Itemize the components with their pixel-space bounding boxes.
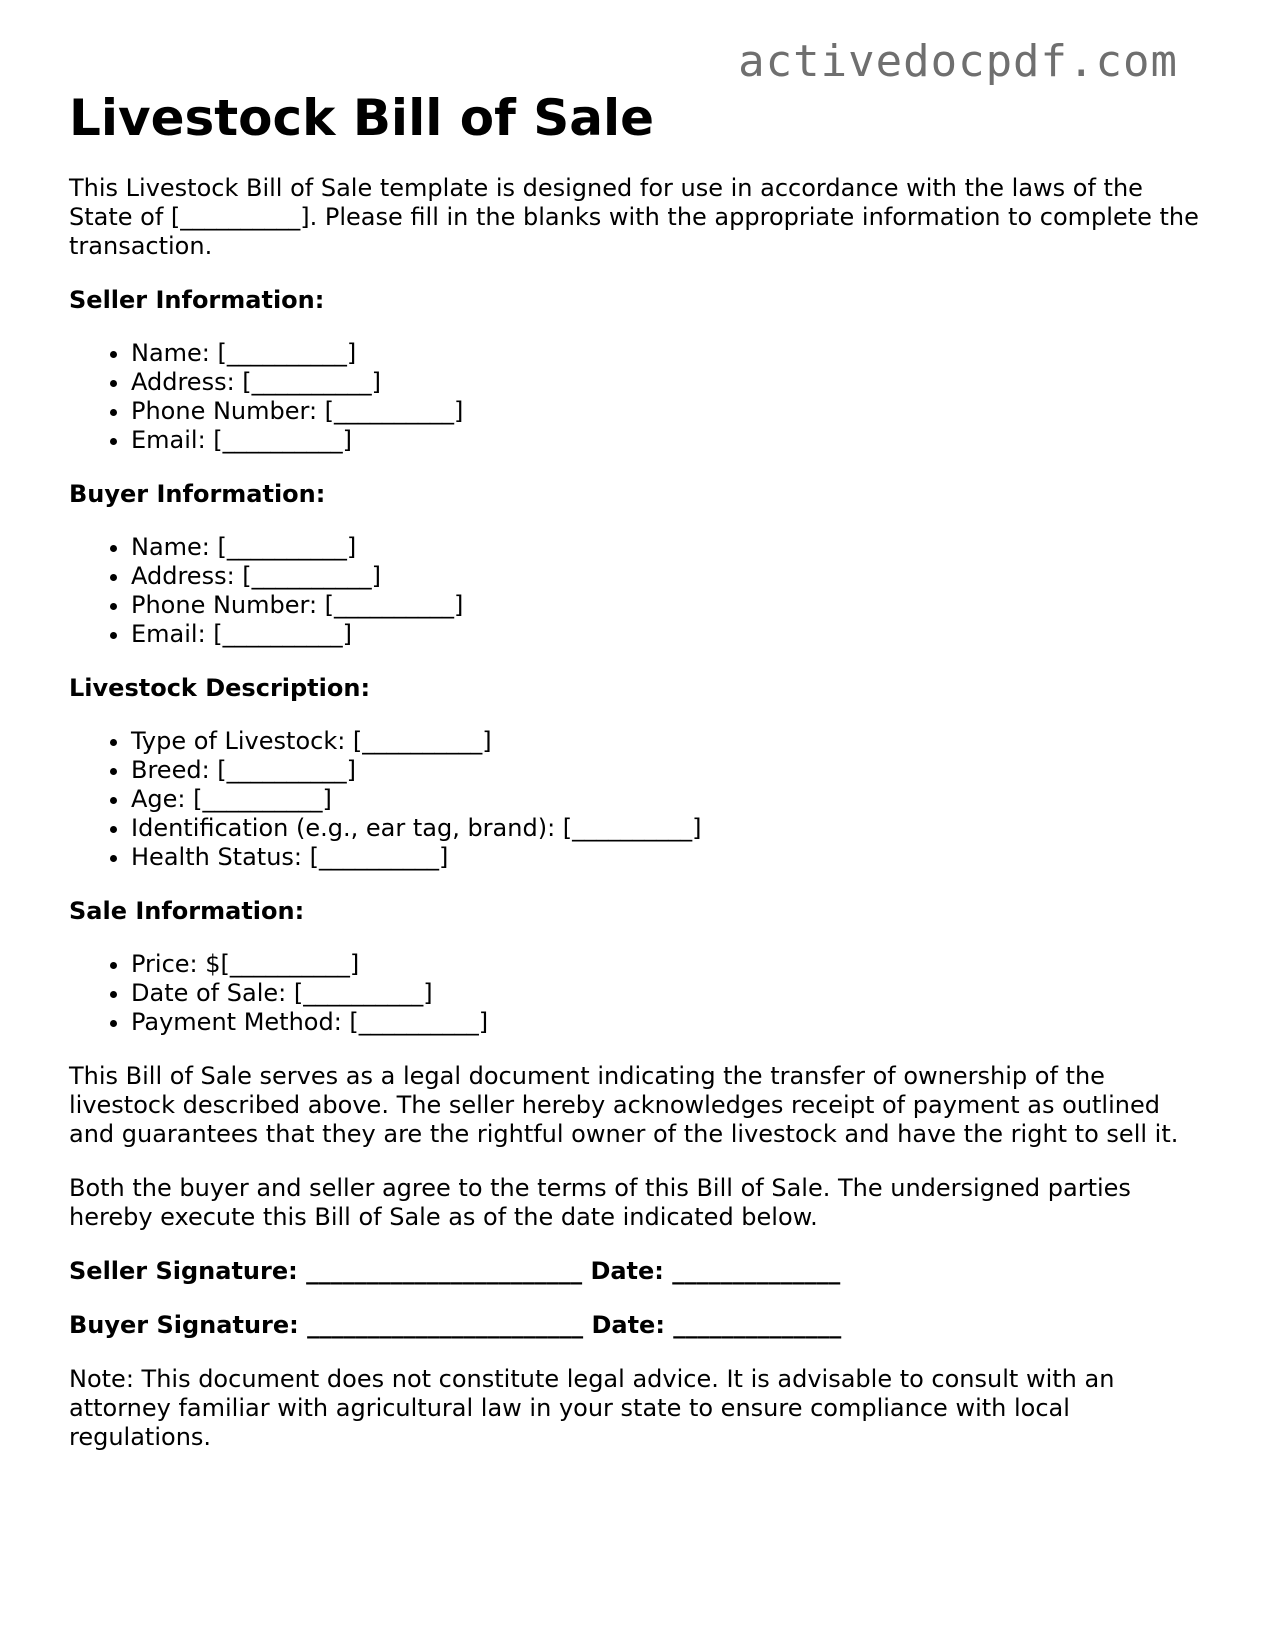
legal-note: Note: This document does not constitute legal advice. It is advisable to consult with an attorney familiar with agricultural law in your state to ensure compliance with local regulations. [69,1365,1115,1451]
sale-payment-method-field: • Payment Method: [__________] [131,1008,1199,1037]
document-body [69,86,1199,1452]
intro-paragraph: This Livestock Bill of Sale template is designed for use in accordance with the laws of the State of [__________]. Please fill in the blanks with the appropriate information to complete the transaction. [69,174,1199,260]
livestock-heading: Livestock Description: [69,674,371,702]
buyer-list [69,533,1199,649]
seller-phone-field: • Phone Number: [__________] [131,397,1199,426]
seller-email-field: • Email: [__________] [131,426,1199,455]
livestock-type-field: • Type of Livestock: [__________] [131,727,1199,756]
sale-list [69,950,1199,1037]
buyer-address-field: • Address: [__________] [131,562,1199,591]
buyer-phone-field: • Phone Number: [__________] [131,591,1199,620]
sale-price-field: • Price: $[__________] [131,950,1199,979]
livestock-list [69,727,1199,872]
page-title: Livestock Bill of Sale [69,89,655,147]
seller-name-field: • Name: [__________] [131,339,1199,368]
buyer-name-field: • Name: [__________] [131,533,1199,562]
seller-signature-line: Seller Signature: _______________________ Date: ______________ [69,1257,841,1285]
seller-list [69,339,1199,455]
seller-address-field: • Address: [__________] [131,368,1199,397]
livestock-identification-field: • Identification (e.g., ear tag, brand): [__________] [131,814,1199,843]
buyer-email-field: • Email: [__________] [131,620,1199,649]
agreement-paragraph: Both the buyer and seller agree to the terms of this Bill of Sale. The undersigned parties hereby execute this Bill of Sale as of the date indicated below. [69,1174,1131,1231]
seller-heading: Seller Information: [69,286,325,314]
buyer-heading: Buyer Information: [69,480,326,508]
sale-heading: Sale Information: [69,897,305,925]
buyer-signature-line: Buyer Signature: _______________________ Date: ______________ [69,1311,842,1339]
watermark: activedocpdf.com [738,36,1178,87]
livestock-age-field: • Age: [__________] [131,785,1199,814]
sale-date-field: • Date of Sale: [__________] [131,979,1199,1008]
livestock-breed-field: • Breed: [__________] [131,756,1199,785]
transfer-paragraph: This Bill of Sale serves as a legal document indicating the transfer of ownership of the livestock described above. The seller hereby acknowledges receipt of payment as outlined and guarantees that they are the rightful owner of the livestock and have the right to sell it. [69,1062,1179,1148]
livestock-health-field: • Health Status: [__________] [131,843,1199,872]
